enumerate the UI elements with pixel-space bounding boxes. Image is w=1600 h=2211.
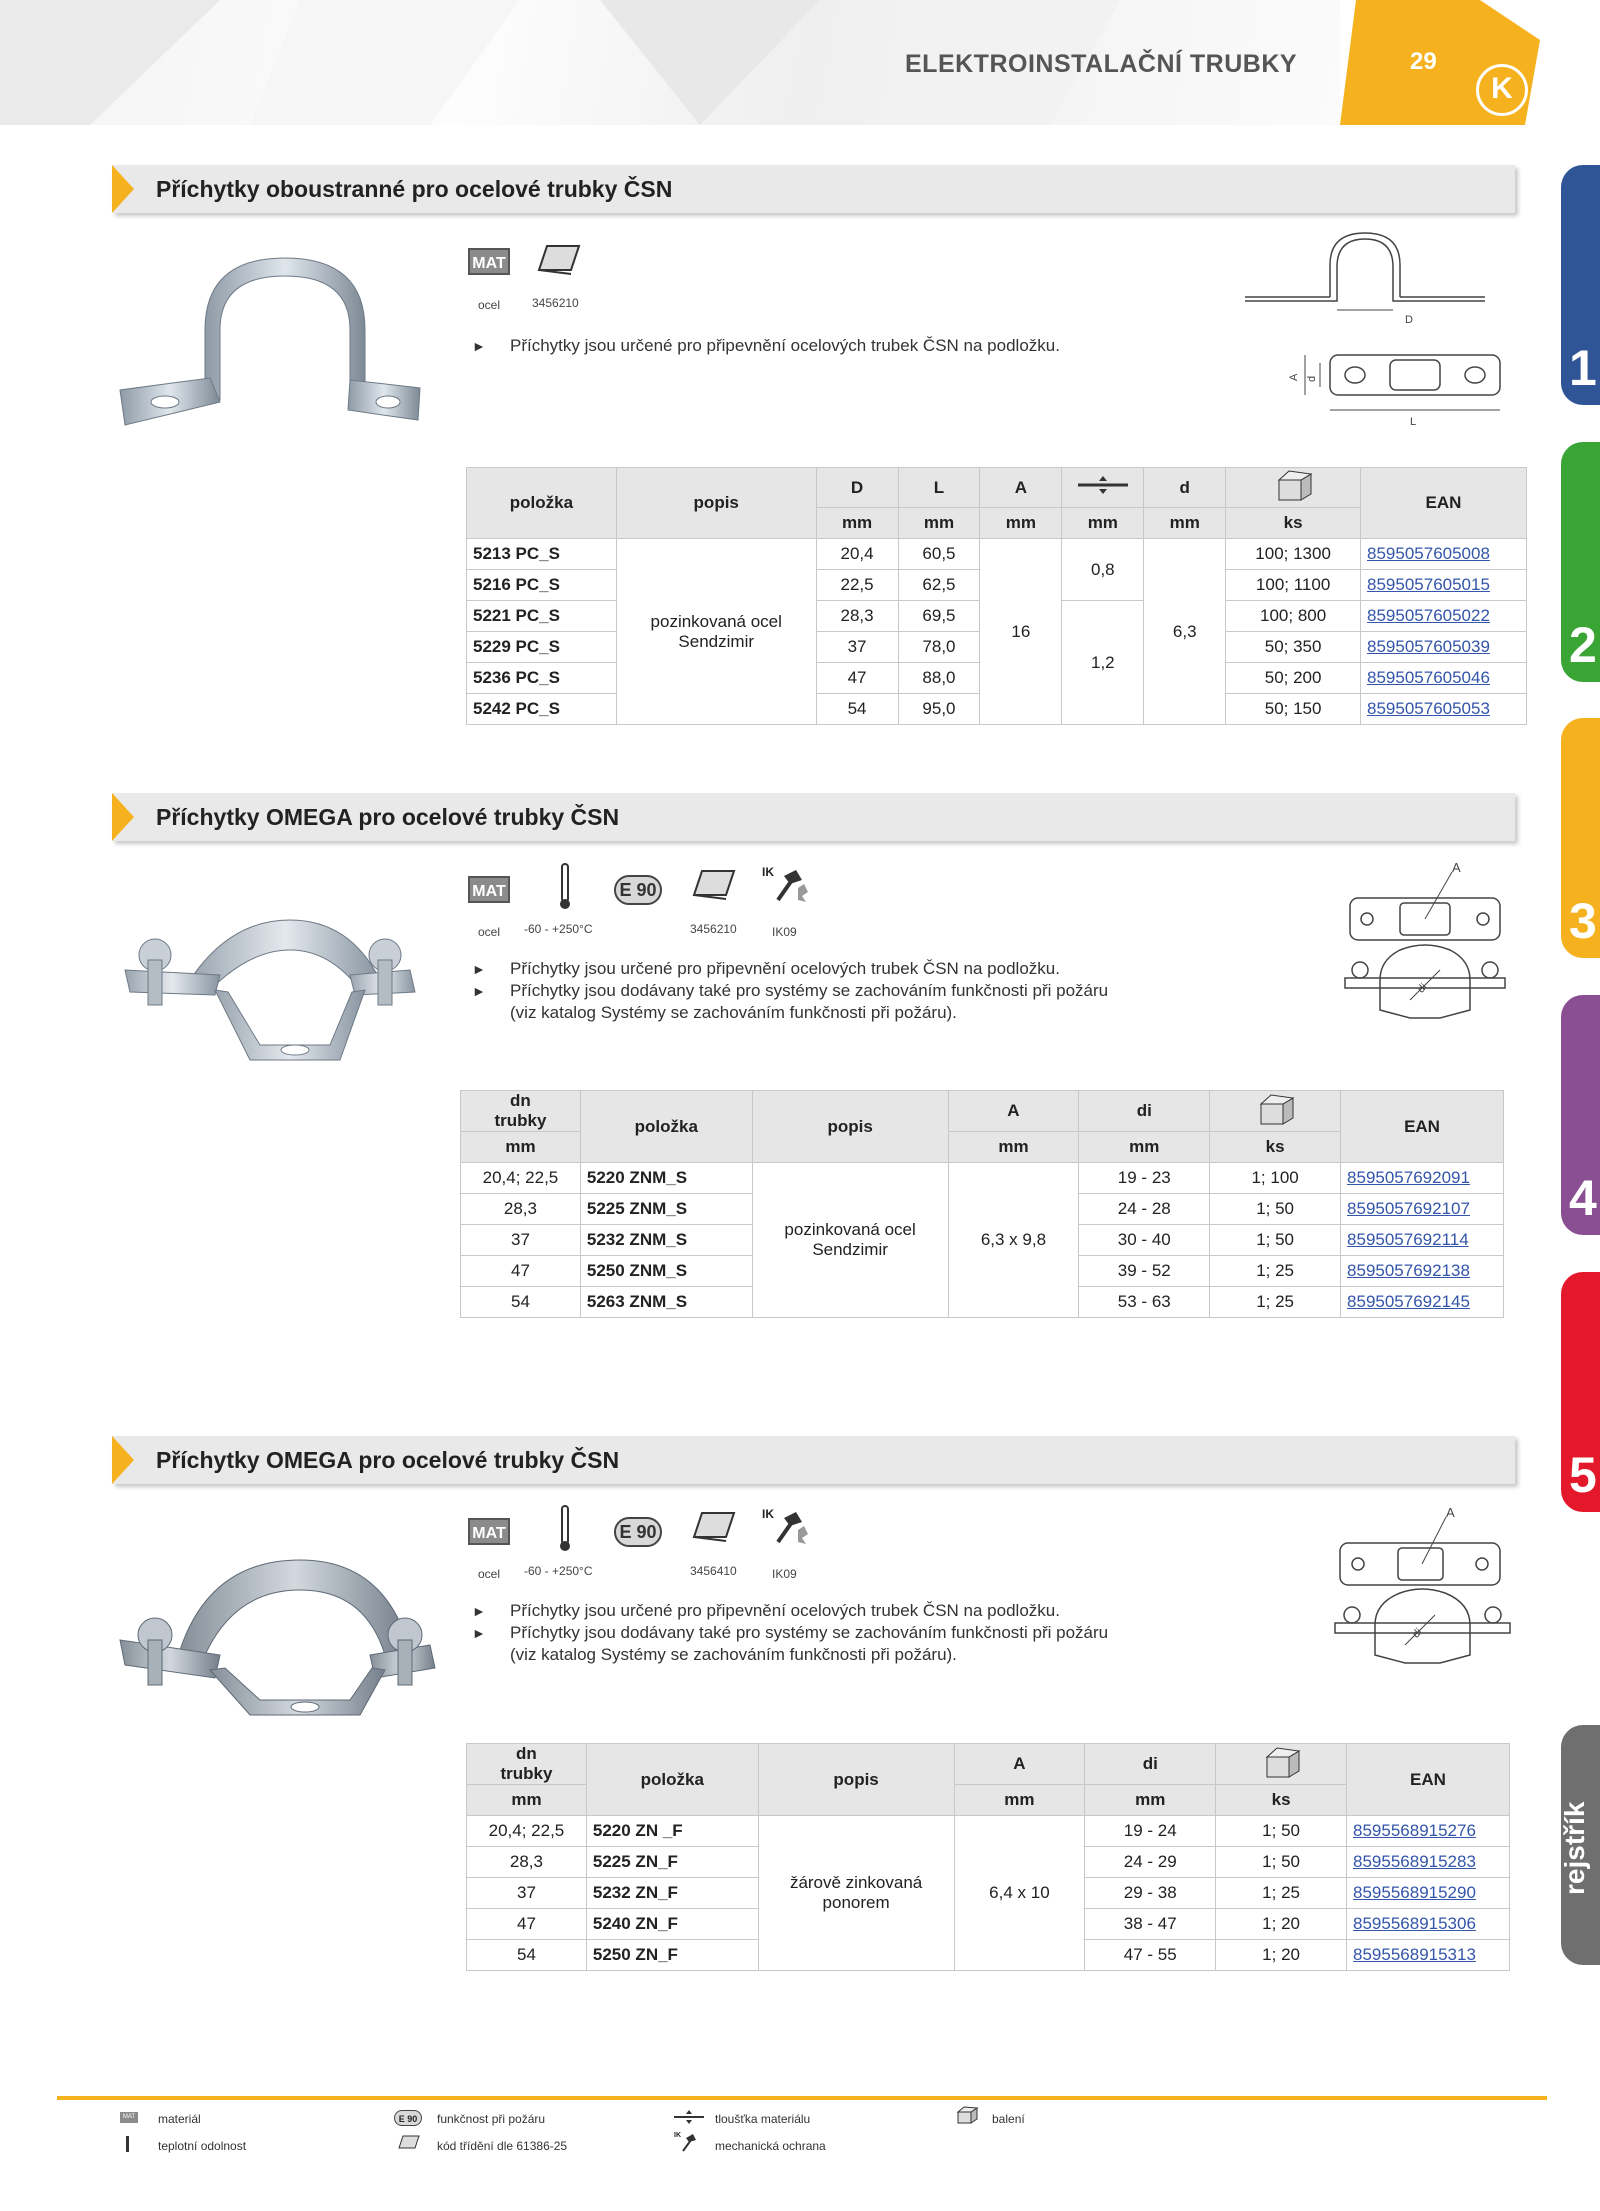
table-row: 37 5232 ZNM_S 30 - 40 1; 50 8595057692114 <box>461 1225 1504 1256</box>
material-icon: MAT <box>468 1518 510 1545</box>
legend-classification: kód třídění dle 61386-25 <box>437 2139 568 2153</box>
table-row: 28,3 5225 ZN_F 24 - 29 1; 50 8595568915283 <box>467 1847 1510 1878</box>
bullet-item: ► Příchytky jsou dodávany také pro systémy se zachováním funkčnosti při požáru <box>472 1623 1109 1642</box>
table-row: 5221 PC_S 28,3 69,5 1,2 100; 800 8595057605022 <box>467 601 1527 632</box>
classification-code-icon <box>535 240 585 278</box>
bullet-item: ► Příchytky jsou určené pro připevnění ocelových trubek ČSN na podložku. <box>472 336 1060 355</box>
svg-text:A: A <box>1446 1505 1455 1520</box>
section-marker-icon <box>112 793 134 841</box>
tab-chapter-1[interactable]: 1 <box>1561 165 1600 405</box>
thickness-icon <box>1062 468 1144 508</box>
material-caption: ocel <box>478 1567 501 1581</box>
table-row: 5213 PC_S pozinkovaná ocel Sendzimir 20,4 60,5 16 0,8 6,3 100; 1300 8595057605008 <box>467 539 1527 570</box>
product-photo-clamp-double <box>110 250 430 440</box>
section1-title: Příchytky oboustranné pro ocelové trubky ČSN <box>156 176 673 202</box>
svg-text:D: D <box>1405 314 1413 326</box>
impact-icon-label: IK <box>762 865 774 879</box>
section3-table: dn trubky položka popis A di EAN mm mm mm ks 20,4; 22,5 5220 ZN _F žárově zinkovaná ponorem 6,4 x 10 19 - 24 1; 50 8595568915276 28,3 5225 ZN_F 24 - 29 1; 50 8595568915283 37 5232 ZN_F 29 - 38 1; 25 8595568915290 47 5240 ZN_F 38 - 47 1; 20 8595568915306 54 5250 ZN_F 47 - 55 1; 20 8595568915313 <box>466 1743 1510 1971</box>
product-photo-omega-clamp <box>110 900 430 1100</box>
legend-material: materiál <box>158 2112 201 2126</box>
fire-resistance-icon: E 90 <box>614 1517 662 1547</box>
section2-title: Příchytky OMEGA pro ocelové trubky ČSN <box>156 804 620 830</box>
page-header-title: ELEKTROINSTALAČNÍ TRUBKY <box>905 50 1298 78</box>
legend-impact: mechanická ochrana <box>715 2139 826 2153</box>
impact-class: IK09 <box>772 925 797 939</box>
material-caption: ocel <box>478 298 501 312</box>
fire-resistance-icon: E 90 <box>394 2110 422 2126</box>
classification-code: 3456210 <box>532 296 579 310</box>
footer-divider <box>57 2096 1547 2100</box>
section3-title: Příchytky OMEGA pro ocelové trubky ČSN <box>156 1447 620 1473</box>
thermometer-icon <box>555 862 575 912</box>
bullet-item: ► Příchytky jsou dodávany také pro systémy se zachováním funkčnosti při požáru <box>472 981 1109 1000</box>
tab-rejstrik[interactable]: rejstřík <box>1561 1725 1600 1965</box>
classification-code-icon <box>690 865 740 903</box>
fire-resistance-icon: E 90 <box>614 875 662 905</box>
tab-chapter-4[interactable]: 4 <box>1561 995 1600 1235</box>
thickness-icon <box>672 2108 706 2126</box>
bullet-item: ► Příchytky jsou určené pro připevnění ocelových trubek ČSN na podložku. <box>472 959 1060 978</box>
svg-text:di: di <box>1410 1626 1425 1641</box>
impact-icon-label: IK <box>674 2132 681 2139</box>
material-icon: MAT <box>468 248 510 275</box>
svg-text:A: A <box>1288 373 1300 381</box>
temperature-range: -60 - +250°C <box>524 1564 593 1578</box>
legend-packaging: balení <box>992 2112 1025 2126</box>
section3-header <box>112 1436 1515 1484</box>
legend-temperature: teplotní odolnost <box>158 2139 247 2153</box>
legend-thickness: tloušťka materiálu <box>715 2112 811 2126</box>
thermometer-icon <box>555 1504 575 1554</box>
technical-drawing-clamp-double <box>1245 225 1555 435</box>
table-row: 54 5250 ZN_F 47 - 55 1; 20 8595568915313 <box>467 1940 1510 1971</box>
material-caption: ocel <box>478 925 501 939</box>
brand-logo: K <box>1476 64 1528 116</box>
packaging-icon <box>1210 1091 1341 1132</box>
material-icon: MAT <box>468 876 510 903</box>
table-row: 5216 PC_S 22,5 62,5 100; 1100 8595057605015 <box>467 570 1527 601</box>
section1-header <box>112 165 1515 213</box>
table-row: 5229 PC_S 37 78,0 50; 350 8595057605039 <box>467 632 1527 663</box>
hammer-impact-icon <box>762 1504 812 1548</box>
tab-chapter-2[interactable]: 2 <box>1561 442 1600 682</box>
svg-text:A: A <box>1452 860 1461 875</box>
section-marker-icon <box>112 1436 134 1484</box>
section2-header <box>112 793 1515 841</box>
tab-chapter-5[interactable]: 5 <box>1561 1272 1600 1512</box>
section-marker-icon <box>112 165 134 213</box>
tab-chapter-3[interactable]: 3 <box>1561 718 1600 958</box>
table-row: 37 5232 ZN_F 29 - 38 1; 25 8595568915290 <box>467 1878 1510 1909</box>
temperature-range: -60 - +250°C <box>524 922 593 936</box>
page-number: 29 <box>1410 48 1437 75</box>
technical-drawing-omega <box>1340 860 1520 1040</box>
impact-class: IK09 <box>772 1567 797 1581</box>
section2-table: dn trubky položka popis A di EAN mm mm mm ks 20,4; 22,5 5220 ZNM_S pozinkovaná ocel Sendzimir 6,3 x 9,8 19 - 23 1; 100 8595057692091 28,3 5225 ZNM_S 24 - 28 1; 50 8595057692107 37 5232 ZNM_S 30 - 40 1; 50 8595057692114 47 5250 ZNM_S 39 - 52 1; 25 8595057692138 54 5263 ZNM_S 53 - 63 1; 25 8595057692145 <box>460 1090 1504 1318</box>
legend-fire: funkčnost při požáru <box>437 2112 546 2126</box>
hammer-impact-icon <box>762 862 812 906</box>
classification-code-icon <box>397 2134 421 2152</box>
classification-code: 3456410 <box>690 1564 737 1578</box>
svg-text:L: L <box>1410 416 1417 428</box>
bullet-item: (viz katalog Systémy se zachováním funkčnosti při požáru). <box>510 1003 957 1022</box>
svg-text:d: d <box>1306 375 1318 382</box>
table-row: 28,3 5225 ZNM_S 24 - 28 1; 50 8595057692107 <box>461 1194 1504 1225</box>
packaging-icon <box>954 2105 980 2125</box>
table-row: 20,4; 22,5 5220 ZNM_S pozinkovaná ocel Sendzimir 6,3 x 9,8 19 - 23 1; 100 8595057692091 <box>461 1163 1504 1194</box>
thermometer-icon <box>124 2136 132 2154</box>
section1-table: položka popis D L A d EAN mm mm mm mm mm ks 5213 PC_S pozinkovaná ocel Sendzimir 20,4 60,5 16 0,8 6,3 100; 1300 8595057605008 5216 PC_S 22,5 62,5 100; 1100 8595057605015 5221 PC_S 28,3 69,5 1,2 100; 800 8595057605022 5229 PC_S 37 78,0 50; 350 8595057605039 5236 PC_S 47 88,0 50; 200 8595057605046 5242 PC_S 54 95,0 50; 150 8595057605053 <box>466 467 1527 725</box>
table-row: 20,4; 22,5 5220 ZN _F žárově zinkovaná ponorem 6,4 x 10 19 - 24 1; 50 8595568915276 <box>467 1816 1510 1847</box>
hammer-impact-icon <box>674 2130 702 2154</box>
classification-code-icon <box>690 1507 740 1545</box>
table-row: 5242 PC_S 54 95,0 50; 150 8595057605053 <box>467 694 1527 725</box>
impact-icon-label: IK <box>762 1507 774 1521</box>
table-row: 47 5250 ZNM_S 39 - 52 1; 25 8595057692138 <box>461 1256 1504 1287</box>
product-photo-omega-clamp-hot-dip <box>110 1540 440 1760</box>
table-row: 47 5240 ZN_F 38 - 47 1; 20 8595568915306 <box>467 1909 1510 1940</box>
svg-text:di: di <box>1415 981 1430 996</box>
technical-drawing-omega-hot-dip <box>1330 1505 1520 1685</box>
bullet-item: (viz katalog Systémy se zachováním funkčnosti při požáru). <box>510 1645 957 1664</box>
bullet-item: ► Příchytky jsou určené pro připevnění ocelových trubek ČSN na podložku. <box>472 1601 1060 1620</box>
table-row: 5236 PC_S 47 88,0 50; 200 8595057605046 <box>467 663 1527 694</box>
material-icon: MAT <box>120 2112 138 2123</box>
classification-code: 3456210 <box>690 922 737 936</box>
packaging-icon <box>1226 468 1361 508</box>
table-row: 54 5263 ZNM_S 53 - 63 1; 25 8595057692145 <box>461 1287 1504 1318</box>
packaging-icon <box>1216 1744 1347 1785</box>
